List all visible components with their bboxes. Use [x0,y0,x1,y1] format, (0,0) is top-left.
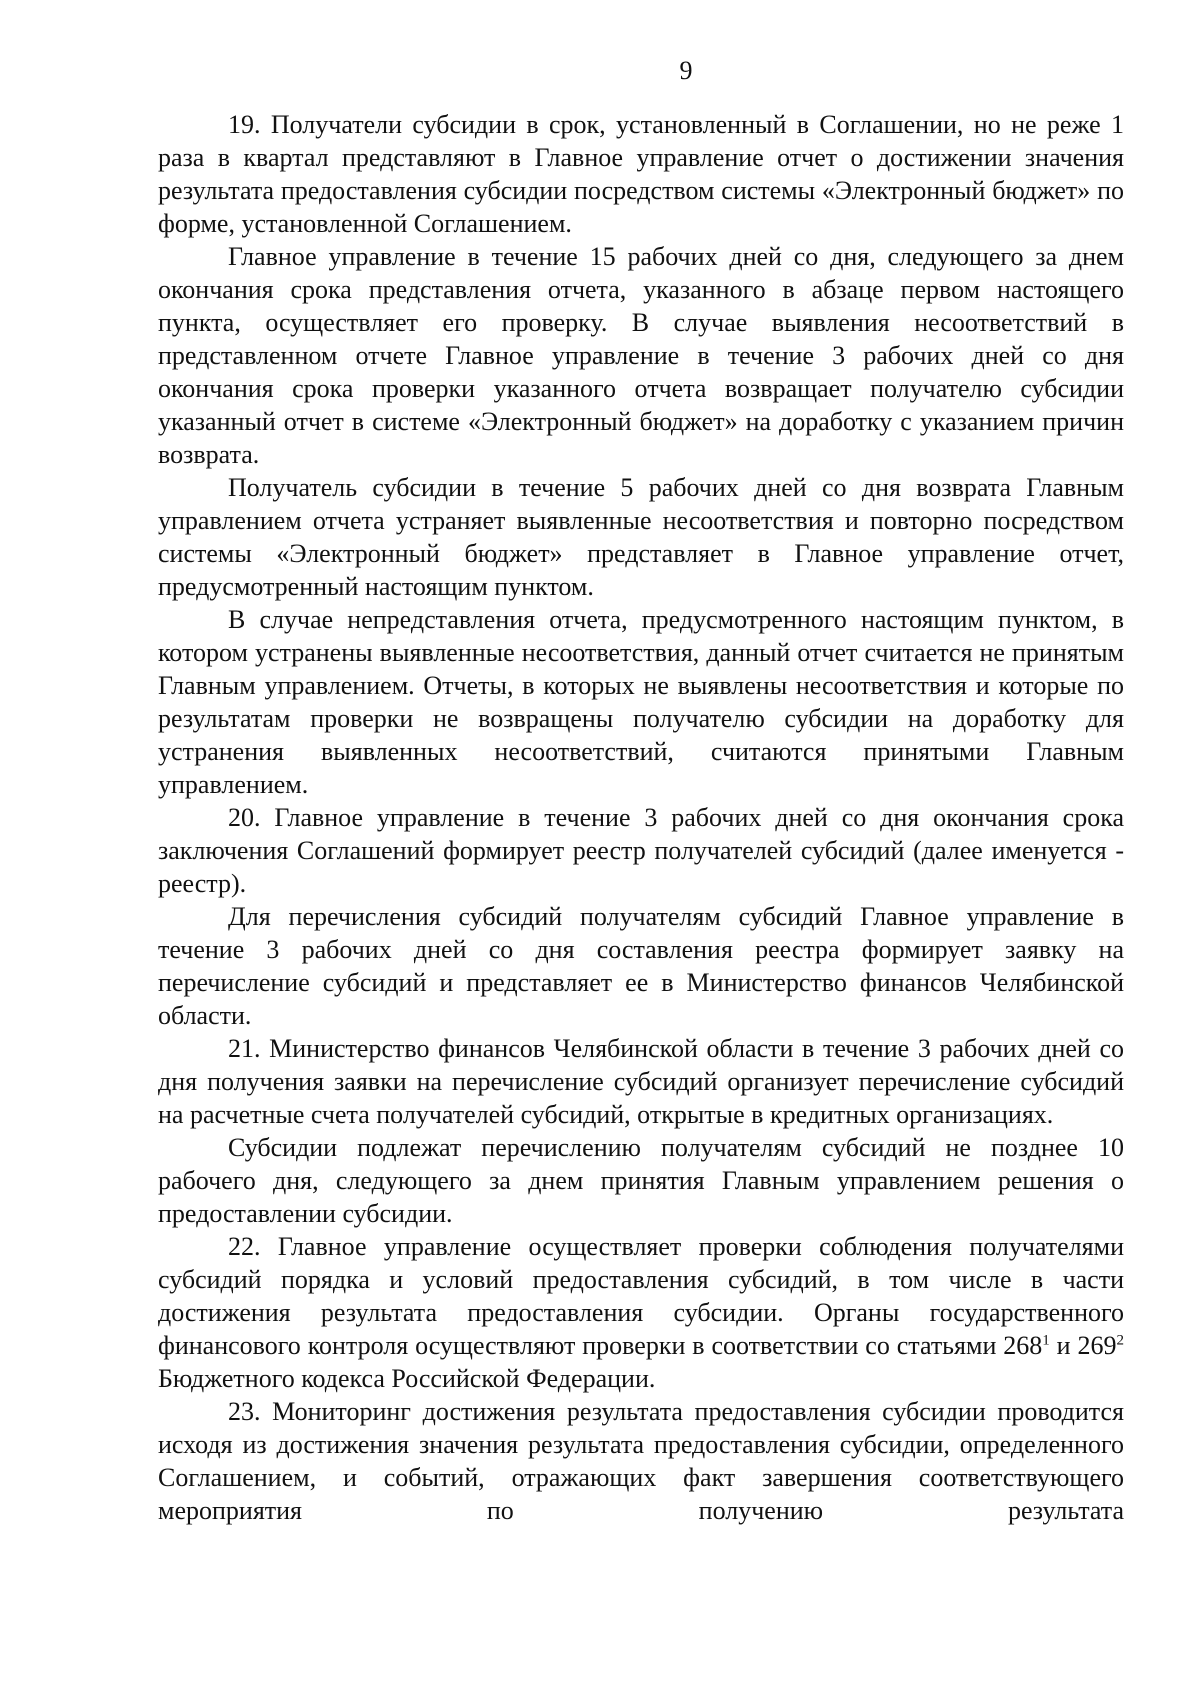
paragraph-19: 19. Получатели субсидии в срок, установленный в Соглашении, но не реже 1 раза в квартал представляют в Главное управление отчет о достижении значения результата предоставления субсидии посредством системы «Электронный бюджет» по форме, установленной Соглашением. [158,110,1124,238]
paragraph-21-deadline: Субсидии подлежат перечислению получателям субсидий не позднее 10 рабочего дня, следующего за днем принятия Главным управлением решения о предоставлении субсидии. [158,1133,1124,1228]
paragraph-22-text-after: Бюджетного кодекса Российской Федерации. [158,1364,656,1393]
page-number: 9 [679,56,693,85]
paragraph-19-check: Главное управление в течение 15 рабочих дней со дня, следующего за днем окончания срока представления отчета, указанного в абзаце первом настоящего пункта, осуществляет его проверку. В случае выявления несоответствий в представленном отчете Главное управление в течение 3 рабочих дней со дня окончания срока проверки указанного отчета возвращает получателю субсидии указанный отчет в системе «Электронный бюджет» на доработку с указанием причин возврата. [158,242,1124,469]
article-268: 268 [1003,1331,1043,1360]
paragraph-20-request: Для перечисления субсидий получателям субсидий Главное управление в течение 3 рабочих дней со дня составления реестра формирует заявку на перечисление субсидий и представляет ее в Министерство финансов Челябинской области. [158,902,1124,1030]
paragraph-22-text-middle: и [1049,1331,1078,1360]
paragraph-19-correction: Получатель субсидии в течение 5 рабочих дней со дня возврата Главным управлением отчета устраняет выявленные несоответствия и повторно посредством системы «Электронный бюджет» представляет в Главное управление отчет, предусмотренный настоящим пунктом. [158,473,1124,601]
paragraph-22-text-before: 22. Главное управление осуществляет проверки соблюдения получателями субсидий порядка и условий предоставления субсидий, в том числе в части достижения результата предоставления субсидии. Органы государственного финансового контроля осуществляют проверки в соответствии со статьями [158,1232,1124,1360]
paragraph-20: 20. Главное управление в течение 3 рабочих дней со дня окончания срока заключения Соглашений формирует реестр получателей субсидий (далее именуется - реестр). [158,803,1124,898]
paragraph-22 [158,1230,1124,1395]
article-268-superscript: 1 [1042,1332,1050,1349]
article-269: 269 [1077,1331,1117,1360]
article-269-superscript: 2 [1116,1332,1125,1349]
paragraph-19-acceptance: В случае непредставления отчета, предусмотренного настоящим пунктом, в котором устранены выявленные несоответствия, данный отчет считается не принятым Главным управлением. Отчеты, в которых не выявлены несоответствия и которые по результатам проверки не возвращены получателю субсидии на доработку для устранения выявленных несоответствий, считаются принятыми Главным управлением. [158,605,1124,799]
paragraph-23: 23. Мониторинг достижения результата предоставления субсидии проводится исходя из достижения значения результата предоставления субсидии, определенного Соглашением, и событий, отражающих факт завершения соответствующего мероприятия по получению результата [158,1397,1124,1525]
paragraph-21: 21. Министерство финансов Челябинской области в течение 3 рабочих дней со дня получения заявки на перечисление субсидий организует перечисление субсидий на расчетные счета получателей субсидий, открытые в кредитных организациях. [158,1034,1124,1129]
